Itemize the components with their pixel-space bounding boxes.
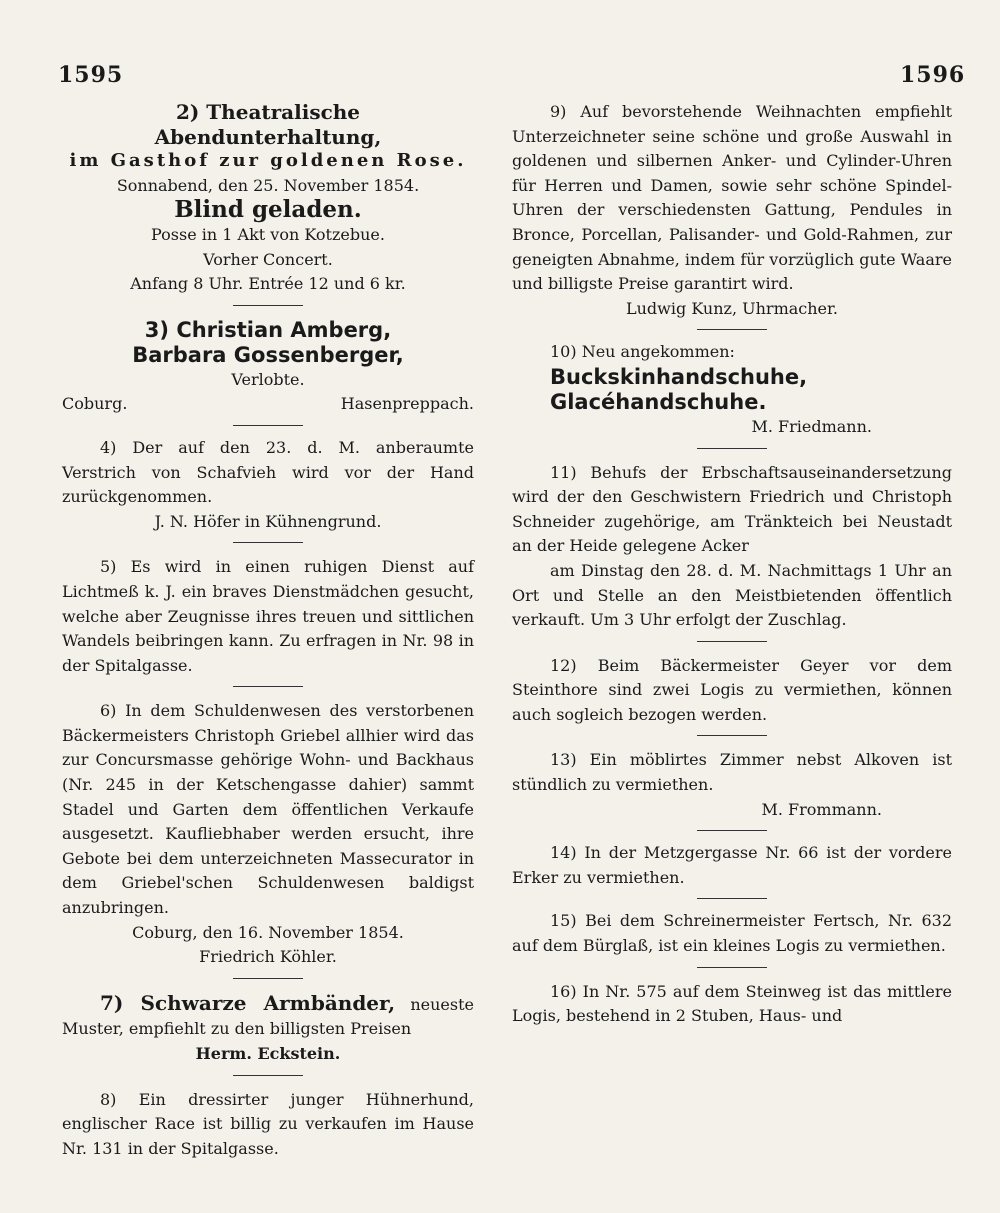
ad-start: Anfang 8 Uhr. Entrée 12 und 6 kr.	[130, 274, 406, 294]
ad-field-sale	[512, 461, 952, 633]
ad-text: 4) Der auf den 23. d. M. anberaumte Verstrich von Schafvieh wird vor der Hand zurückgenommen.	[62, 437, 474, 507]
ad-gloves	[512, 340, 952, 439]
ad-signature: M. Friedmann.	[751, 416, 872, 436]
ad-maid-wanted	[62, 555, 474, 678]
engaged-places	[62, 392, 474, 417]
engaged-status: Verlobte.	[231, 369, 305, 389]
ad-product-1: Buckskinhandschuhe,	[550, 364, 808, 389]
ad-date: Coburg, den 16. November 1854.	[132, 922, 404, 942]
ad-signature: Ludwig Kunz, Uhrmacher.	[626, 298, 838, 318]
ad-theater	[62, 100, 474, 297]
ad-text: 5) Es wird in einen ruhigen Dienst auf Lichtmeß k. J. ein braves Dienstmädchen gesucht, welche aber Zeugnisse ihres treuen und sittlichen Wandels beibringen kann. Zu erfragen in Nr. 98 in der Spitalgasse.	[62, 557, 474, 675]
left-column	[62, 100, 474, 1161]
separator-rule	[697, 735, 767, 736]
separator-rule	[233, 542, 303, 543]
ad-text-2: am Dinstag den 28. d. M. Nachmittags 1 Uhr an Ort und Stelle an den Meistbietenden öffentlich verkauft. Um 3 Uhr erfolgt der Zuschlag.	[512, 560, 952, 630]
separator-rule	[697, 641, 767, 642]
ad-product-2: Glacéhandschuhe.	[550, 389, 767, 414]
separator-rule	[233, 1075, 303, 1076]
separator-rule	[697, 448, 767, 449]
ad-bankruptcy	[62, 699, 474, 970]
ad-signature: M. Frommann.	[761, 799, 882, 819]
ad-engagement	[62, 318, 474, 417]
ad-signature: Friedrich Köhler.	[199, 947, 337, 967]
ad-steinweg-lodging	[512, 980, 952, 1029]
engaged-name-2: Barbara Gossenberger,	[132, 342, 404, 367]
ad-sheep	[62, 436, 474, 534]
separator-rule	[697, 329, 767, 330]
ad-signature: Herm. Eckstein.	[195, 1044, 341, 1063]
ad-date: Sonnabend, den 25. November 1854.	[116, 175, 420, 195]
ad-play-title: Blind geladen.	[174, 196, 362, 224]
ad-text: 6) In dem Schuldenwesen des verstorbenen Bäckermeisters Christoph Griebel allhier wird das zur Concursmasse gehörige Wohn- und Backhaus (Nr. 245 in der Ketschengasse dahier) sammt Stadel und Garten dem öffentlichen Verkaufe ausgesetzt. Kaufliebhaber werden ersucht, ihre Gebote bei dem unterzeichneten Massecurator in dem Griebel'schen Schuldenwesen baldigst anzubringen.	[62, 701, 474, 918]
ad-intro: 10) Neu angekommen:	[550, 342, 735, 362]
ad-headline: 7) Schwarze Armbänder,	[100, 990, 396, 1015]
place-left: Coburg.	[62, 394, 128, 414]
ad-furnished-room	[512, 748, 952, 822]
place-right: Hasenpreppach.	[340, 394, 474, 414]
engaged-name-1: 3) Christian Amberg,	[144, 317, 392, 342]
ad-text: 9) Auf bevorstehende Weihnachten empfiehlt Unterzeichneter seine schöne und große Auswahl in goldenen und silbernen Anker- und Cylinder-Uhren für Herren und Damen, sowie sehr schöne Spindel-Uhren der verschiedensten Gattung, Pendules in Bronce, Porcellan, Palisander- und Gold-Rahmen, zur geneigten Abnahme, indem für vorzüglich gute Waare und billigste Preise garantirt wird.	[512, 102, 952, 294]
ad-text: 8) Ein dressirter junger Hühnerhund, englischer Race ist billig zu verkaufen im Hause Nr. 131 in der Spitalgasse.	[62, 1089, 474, 1158]
separator-rule	[233, 686, 303, 687]
page-number-right: 1596	[900, 62, 966, 88]
ad-text: 16) In Nr. 575 auf dem Steinweg ist das mittlere Logis, bestehend in 2 Stuben, Haus- und	[512, 981, 952, 1026]
ad-lodgings-baker	[512, 654, 952, 728]
right-column	[512, 100, 952, 1029]
ad-text: 12) Beim Bäckermeister Geyer vor dem Steinthore sind zwei Logis zu vermiethen, können auch sogleich bezogen werden.	[512, 655, 952, 724]
ad-watches	[512, 100, 952, 321]
ad-concert: Vorher Concert.	[203, 249, 333, 269]
ad-subtitle: im Gasthof zur goldenen Rose.	[69, 150, 467, 172]
ad-text: 15) Bei dem Schreinermeister Fertsch, Nr. 632 auf dem Bürglaß, ist ein kleines Logis zu vermiethen.	[512, 911, 952, 956]
ad-description: Posse in 1 Akt von Kotzebue.	[151, 224, 385, 244]
separator-rule	[697, 967, 767, 968]
ad-text: 13) Ein möblirtes Zimmer nebst Alkoven ist stündlich zu vermiethen.	[512, 750, 952, 795]
ad-text: 11) Behufs der Erbschaftsauseinandersetzung wird der den Geschwistern Friedrich und Christoph Schneider zugehörige, am Tränkteich bei Neustadt an der Heide gelegene Acker	[512, 462, 952, 556]
ad-text: 14) In der Metzgergasse Nr. 66 ist der vordere Erker zu vermiethen.	[512, 843, 952, 887]
ad-title: 2) Theatralische Abendunterhaltung,	[154, 100, 382, 149]
ad-hunting-dog	[62, 1088, 474, 1162]
ad-signature: J. N. Höfer in Kühnengrund.	[154, 511, 382, 531]
separator-rule	[233, 978, 303, 979]
separator-rule	[697, 830, 767, 831]
page-number-left: 1595	[58, 62, 124, 88]
ad-bay-window	[512, 841, 952, 890]
separator-rule	[233, 305, 303, 306]
ad-text: neueste Muster, empfiehlt zu den billigsten Preisen	[62, 994, 474, 1039]
ad-small-lodging	[512, 909, 952, 958]
ad-bracelets	[62, 991, 474, 1067]
separator-rule	[697, 898, 767, 899]
separator-rule	[233, 425, 303, 426]
